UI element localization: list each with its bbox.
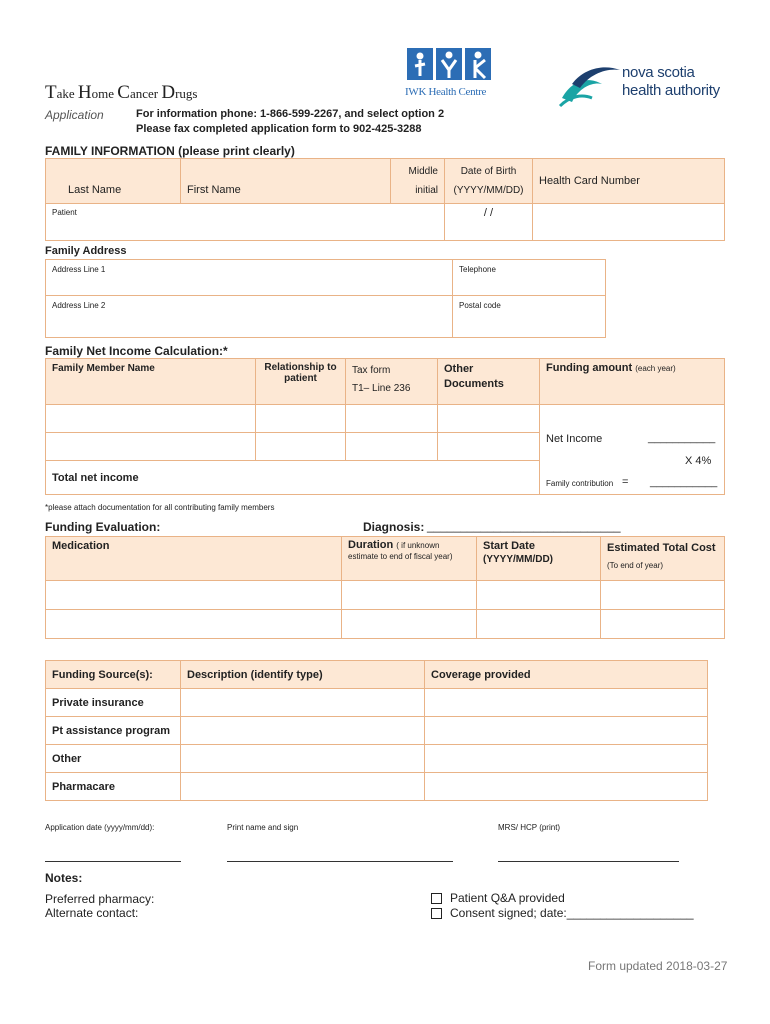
title-cap: C xyxy=(117,82,130,103)
source-private-insurance: Private insurance xyxy=(52,696,144,709)
print-name-label: Print name and sign xyxy=(227,823,299,832)
patient-health-card-field[interactable] xyxy=(533,204,725,241)
col-medication xyxy=(46,537,342,581)
print-name-line[interactable] xyxy=(227,861,453,862)
title-cap: T xyxy=(45,82,57,103)
duration-field[interactable] xyxy=(342,610,477,639)
col-funding-source-label: Funding Source(s): xyxy=(52,668,153,681)
source-pharmacare: Pharmacare xyxy=(52,780,115,793)
diagnosis-label: Diagnosis: xyxy=(363,520,425,534)
postal-code-field[interactable] xyxy=(453,296,606,338)
title-word: ake xyxy=(56,86,78,101)
col-start-date xyxy=(477,537,601,581)
total-net-income-label: Total net income xyxy=(52,471,139,484)
col-duration xyxy=(342,537,477,581)
col-tax-label-1: Tax form xyxy=(352,365,391,376)
col-funding-amount xyxy=(540,359,725,405)
qa-provided-row xyxy=(431,891,565,905)
source-description-field[interactable] xyxy=(181,689,425,717)
col-duration-label: Duration xyxy=(348,539,394,551)
alternate-contact-label: Alternate contact: xyxy=(45,906,139,920)
col-cost-sublabel: (To end of year) xyxy=(607,561,664,570)
title-word: ome xyxy=(91,86,118,101)
col-middle-label-1: Middle xyxy=(408,166,438,177)
col-first-name xyxy=(181,159,391,204)
patient-dob-field[interactable] xyxy=(445,204,533,241)
col-other-docs xyxy=(438,359,540,405)
iwk-logo-text: IWK Health Centre xyxy=(405,86,487,98)
qa-provided-checkbox[interactable] xyxy=(431,893,442,904)
consent-checkbox[interactable] xyxy=(431,908,442,919)
col-tax-label-2: T1– Line 236 xyxy=(352,383,411,394)
col-tax-form xyxy=(346,359,438,405)
col-start-label-1: Start Date xyxy=(483,540,535,552)
net-income-blank[interactable]: ___________ xyxy=(648,432,716,444)
col-relationship-label: Relationship to patient xyxy=(264,362,337,384)
source-coverage-field[interactable] xyxy=(425,717,708,745)
mrs-hcp-label: MRS/ HCP (print) xyxy=(498,823,561,832)
col-middle-label-2: initial xyxy=(415,185,438,196)
address-line1-field[interactable] xyxy=(46,260,453,296)
address-table xyxy=(45,259,606,338)
title-cap: H xyxy=(77,82,92,103)
iwk-logo xyxy=(405,46,495,98)
col-funding-sublabel: (each year) xyxy=(635,364,676,373)
medication-table xyxy=(45,536,725,639)
medication-field[interactable] xyxy=(46,610,342,639)
col-duration-note2: estimate to end of fiscal year) xyxy=(348,552,453,561)
address-line1-label: Address Line 1 xyxy=(52,265,106,274)
col-start-label-2: (YYYY/MM/DD) xyxy=(483,554,553,565)
funding-calc-cell xyxy=(540,405,725,495)
notes-heading: Notes: xyxy=(45,871,83,885)
patient-name-field[interactable] xyxy=(46,204,445,241)
consent-row xyxy=(431,906,694,920)
source-pt-assistance: Pt assistance program xyxy=(52,724,170,737)
col-dob-label-1: Date of Birth xyxy=(460,166,517,177)
source-description-field[interactable] xyxy=(181,773,425,801)
est-cost-field[interactable] xyxy=(601,581,725,610)
col-family-member xyxy=(46,359,256,405)
funding-sources-table xyxy=(45,660,708,801)
patient-row-label: Patient xyxy=(52,208,77,217)
source-row-label xyxy=(46,745,181,773)
col-cost-label: Estimated Total Cost xyxy=(607,542,716,554)
telephone-label: Telephone xyxy=(459,265,496,274)
family-info-heading: FAMILY INFORMATION (please print clearly) xyxy=(45,144,295,158)
ns-logo-line2: health authority xyxy=(622,82,720,99)
member-relationship-field[interactable] xyxy=(256,405,346,433)
start-date-field[interactable] xyxy=(477,581,601,610)
mrs-hcp-line[interactable] xyxy=(498,861,679,862)
contribution-blank[interactable]: ___________ xyxy=(650,476,718,488)
member-tax-field[interactable] xyxy=(346,405,438,433)
duration-field[interactable] xyxy=(342,581,477,610)
member-name-field[interactable] xyxy=(46,405,256,433)
ns-wave-icon xyxy=(558,62,622,108)
total-net-income-row[interactable] xyxy=(46,461,540,495)
col-health-card-label: Health Card Number xyxy=(539,175,640,187)
funding-eval-heading: Funding Evaluation: xyxy=(45,520,161,534)
source-coverage-field[interactable] xyxy=(425,745,708,773)
dob-separators: / / xyxy=(483,207,494,219)
col-coverage-label: Coverage provided xyxy=(431,668,531,681)
preferred-pharmacy-label: Preferred pharmacy: xyxy=(45,892,155,906)
iwk-figures-icon xyxy=(405,46,493,82)
form-updated: Form updated 2018-03-27 xyxy=(588,959,728,973)
application-date-label: Application date (yyyy/mm/dd): xyxy=(45,823,155,832)
form-title xyxy=(45,82,197,104)
income-heading: Family Net Income Calculation:* xyxy=(45,344,228,358)
title-word: ancer xyxy=(129,86,162,101)
col-description xyxy=(181,661,425,689)
net-income-label: Net Income xyxy=(546,433,603,445)
source-coverage-field[interactable] xyxy=(425,773,708,801)
col-last-name xyxy=(46,159,181,204)
col-funding-source xyxy=(46,661,181,689)
source-row-label xyxy=(46,717,181,745)
title-cap: D xyxy=(161,82,176,103)
source-description-field[interactable] xyxy=(181,745,425,773)
col-relationship xyxy=(256,359,346,405)
address-line2-label: Address Line 2 xyxy=(52,301,106,310)
telephone-field[interactable] xyxy=(453,260,606,296)
diagnosis-blank[interactable]: _____________________________ xyxy=(427,519,621,533)
member-tax-field[interactable] xyxy=(346,433,438,461)
col-health-card xyxy=(533,159,725,204)
income-footnote: *please attach documentation for all contributing family members xyxy=(45,503,275,512)
member-docs-field[interactable] xyxy=(438,405,540,433)
title-word: rugs xyxy=(175,86,198,101)
col-est-cost xyxy=(601,537,725,581)
application-label: Application xyxy=(45,108,104,122)
col-first-name-label: First Name xyxy=(187,184,241,196)
source-other: Other xyxy=(52,752,82,765)
col-dob-label-2: (YYYY/MM/DD) xyxy=(453,185,524,196)
percent-multiplier: X 4% xyxy=(685,455,712,467)
col-dob xyxy=(445,159,533,204)
col-medication-label: Medication xyxy=(52,540,110,552)
income-table xyxy=(45,358,725,495)
medication-field[interactable] xyxy=(46,581,342,610)
col-middle-initial xyxy=(391,159,445,204)
application-date-line[interactable] xyxy=(45,861,181,862)
col-funding-label: Funding amount xyxy=(546,362,633,374)
ns-logo-line1: nova scotia xyxy=(622,64,695,81)
family-info-table xyxy=(45,158,725,241)
postal-code-label: Postal code xyxy=(459,301,501,310)
qa-provided-label: Patient Q&A provided xyxy=(450,891,565,905)
source-description-field[interactable] xyxy=(181,717,425,745)
info-fax-line: Please fax completed application form to 902-425-3288 xyxy=(136,123,422,135)
col-description-label: Description (identify type) xyxy=(187,668,323,681)
col-coverage xyxy=(425,661,708,689)
col-duration-note: ( if unknown xyxy=(396,541,440,550)
consent-label: Consent signed; date:___________________ xyxy=(450,906,694,920)
address-line2-field[interactable] xyxy=(46,296,453,338)
family-contribution-label: Family contribution xyxy=(546,479,614,488)
equals-sign: = xyxy=(622,476,629,488)
member-docs-field[interactable] xyxy=(438,433,540,461)
est-cost-field[interactable] xyxy=(601,610,725,639)
source-coverage-field[interactable] xyxy=(425,689,708,717)
source-row-label xyxy=(46,773,181,801)
start-date-field[interactable] xyxy=(477,610,601,639)
col-family-member-label: Family Member Name xyxy=(52,363,155,374)
family-address-heading: Family Address xyxy=(45,245,127,257)
col-other-label-2: Documents xyxy=(444,378,504,390)
col-other-label-1: Other xyxy=(444,363,474,375)
member-name-field[interactable] xyxy=(46,433,256,461)
info-phone-line: For information phone: 1-866-599-2267, and select option 2 xyxy=(136,108,445,120)
member-relationship-field[interactable] xyxy=(256,433,346,461)
source-row-label xyxy=(46,689,181,717)
ns-health-logo xyxy=(558,58,728,108)
col-last-name-label: Last Name xyxy=(68,184,122,196)
